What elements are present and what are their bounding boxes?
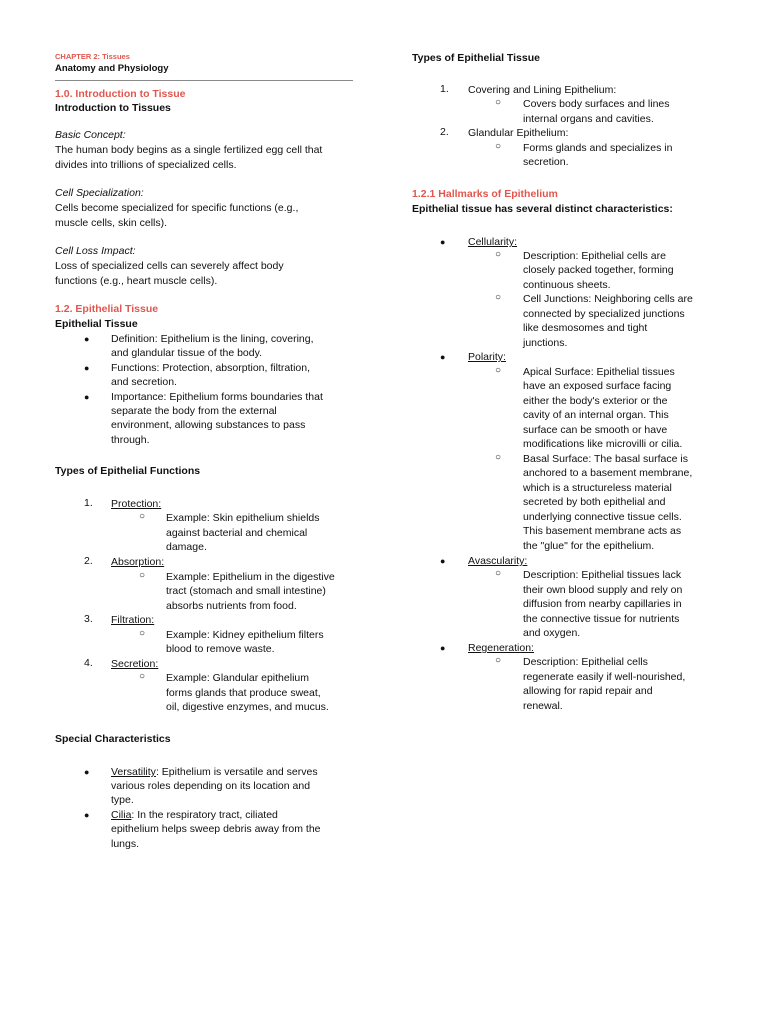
hallmark-line: have an exposed surface facing bbox=[523, 380, 672, 392]
types-heading: Types of Epithelial Tissue bbox=[412, 52, 540, 64]
bullet-line: and glandular tissue of the body. bbox=[111, 347, 262, 359]
hallmark-label: Avascularity: bbox=[468, 555, 528, 567]
list-number: 1. bbox=[440, 83, 449, 95]
type-line: Covers body surfaces and lines bbox=[523, 98, 670, 110]
list-number: 4. bbox=[84, 657, 93, 669]
basic-concept-line: The human body begins as a single fertilized egg cell that bbox=[55, 144, 323, 156]
list-number: 2. bbox=[84, 555, 93, 567]
hallmark-line: This basement membrane acts as bbox=[523, 525, 682, 537]
section-title-intro: 1.0. Introduction to Tissue bbox=[55, 88, 186, 100]
cell-specialization-line: muscle cells, skin cells). bbox=[55, 217, 168, 229]
type-line: internal organs and cavities. bbox=[523, 113, 654, 125]
cell-specialization-label: Cell Specialization: bbox=[55, 187, 144, 199]
type-label: Covering and Lining Epithelium: bbox=[468, 84, 617, 96]
hallmark-line: which is a structureless material bbox=[523, 482, 672, 494]
special-term: Cilia bbox=[111, 809, 132, 821]
bullet-icon: ● bbox=[440, 237, 446, 247]
hallmark-line: Cell Junctions: Neighboring cells are bbox=[523, 293, 693, 305]
type-label: Glandular Epithelium: bbox=[468, 127, 569, 139]
hallmark-line: Description: Epithelial cells bbox=[523, 656, 648, 668]
bullet-line: Functions: Protection, absorption, filtration, bbox=[111, 362, 311, 374]
circle-bullet-icon: ○ bbox=[495, 568, 502, 579]
function-line: absorbs nutrients from food. bbox=[166, 600, 297, 612]
circle-bullet-icon: ○ bbox=[495, 365, 502, 376]
cell-loss-label: Cell Loss Impact: bbox=[55, 245, 136, 257]
bullet-icon: ● bbox=[84, 767, 90, 777]
cell-specialization-line: Cells become specialized for specific functions (e.g., bbox=[55, 202, 299, 214]
functions-heading: Types of Epithelial Functions bbox=[55, 465, 201, 477]
bullet-icon: ● bbox=[84, 810, 90, 820]
special-heading: Special Characteristics bbox=[55, 733, 171, 745]
circle-bullet-icon: ○ bbox=[139, 570, 146, 581]
special-line: lungs. bbox=[111, 838, 140, 850]
function-line: Example: Skin epithelium shields bbox=[166, 512, 320, 524]
special-line bbox=[111, 765, 318, 780]
function-label: Absorption: bbox=[111, 556, 165, 568]
bullet-icon: ● bbox=[440, 352, 446, 362]
hallmark-label: Regeneration: bbox=[468, 642, 534, 654]
bullet-line: separate the body from the external bbox=[111, 405, 277, 417]
hallmark-line: and oxygen. bbox=[523, 627, 581, 639]
function-line: Example: Kidney epithelium filters bbox=[166, 629, 324, 641]
section-title-hallmarks: 1.2.1 Hallmarks of Epithelium bbox=[412, 188, 558, 200]
function-line: Example: Glandular epithelium bbox=[166, 672, 309, 684]
header-divider bbox=[55, 80, 353, 81]
special-text: : Epithelium is versatile and serves bbox=[155, 766, 318, 778]
bullet-icon: ● bbox=[440, 556, 446, 566]
bullet-line: environment, allowing substances to pass bbox=[111, 419, 306, 431]
function-line: Example: Epithelium in the digestive bbox=[166, 571, 335, 583]
circle-bullet-icon: ○ bbox=[139, 628, 146, 639]
section-title-epithelial: 1.2. Epithelial Tissue bbox=[55, 303, 159, 315]
hallmark-line: junctions. bbox=[523, 337, 568, 349]
special-line: various roles depending on its location and bbox=[111, 780, 311, 792]
section-subtitle-intro: Introduction to Tissues bbox=[55, 102, 171, 114]
list-number: 3. bbox=[84, 613, 93, 625]
special-line: epithelium helps sweep debris away from the bbox=[111, 823, 321, 835]
section-subtitle-hallmarks: Epithelial tissue has several distinct characteristics: bbox=[412, 203, 673, 215]
hallmark-line: diffusion from nearby capillaries in bbox=[523, 598, 682, 610]
type-line: Forms glands and specializes in bbox=[523, 142, 673, 154]
hallmark-line: Description: Epithelial tissues lack bbox=[523, 569, 682, 581]
hallmark-line: secreted by both epithelial and bbox=[523, 496, 666, 508]
circle-bullet-icon: ○ bbox=[495, 292, 502, 303]
cell-loss-line: Loss of specialized cells can severely affect body bbox=[55, 260, 284, 272]
bullet-line: Definition: Epithelium is the lining, covering, bbox=[111, 333, 314, 345]
hallmark-line: their own blood supply and rely on bbox=[523, 584, 683, 596]
course-title: Anatomy and Physiology bbox=[55, 63, 169, 74]
bullet-icon: ● bbox=[84, 334, 90, 344]
special-line bbox=[111, 808, 278, 823]
hallmark-line: anchored to a basement membrane, bbox=[523, 467, 693, 479]
bullet-icon: ● bbox=[84, 363, 90, 373]
function-label: Protection: bbox=[111, 498, 162, 510]
hallmark-label: Polarity: bbox=[468, 351, 506, 363]
bullet-icon: ● bbox=[440, 643, 446, 653]
hallmark-line: either the body's exterior or the bbox=[523, 395, 668, 407]
circle-bullet-icon: ○ bbox=[139, 671, 146, 682]
hallmark-line: closely packed together, forming bbox=[523, 264, 674, 276]
special-line: type. bbox=[111, 794, 134, 806]
cell-loss-line: functions (e.g., heart muscle cells). bbox=[55, 275, 218, 287]
hallmark-line: Basal Surface: The basal surface is bbox=[523, 453, 688, 465]
list-number: 1. bbox=[84, 497, 93, 509]
section-subtitle-epithelial: Epithelial Tissue bbox=[55, 318, 138, 330]
circle-bullet-icon: ○ bbox=[139, 511, 146, 522]
function-line: against bacterial and chemical bbox=[166, 527, 308, 539]
hallmark-line: surface can be smooth or have bbox=[523, 424, 668, 436]
list-number: 2. bbox=[440, 126, 449, 138]
function-label: Filtration: bbox=[111, 614, 155, 626]
circle-bullet-icon: ○ bbox=[495, 249, 502, 260]
hallmark-line: Apical Surface: Epithelial tissues bbox=[523, 366, 675, 378]
hallmark-line: modifications like microvilli or cilia. bbox=[523, 438, 683, 450]
basic-concept-line: divides into trillions of specialized cells. bbox=[55, 159, 237, 171]
hallmark-line: cavity of an internal organ. This bbox=[523, 409, 669, 421]
hallmark-line: Description: Epithelial cells are bbox=[523, 250, 666, 262]
function-line: oil, digestive enzymes, and mucus. bbox=[166, 701, 329, 713]
function-line: blood to remove waste. bbox=[166, 643, 275, 655]
function-label: Secretion: bbox=[111, 658, 159, 670]
special-text: : In the respiratory tract, ciliated bbox=[131, 809, 278, 821]
type-line: secretion. bbox=[523, 156, 569, 168]
special-term: Versatility bbox=[111, 766, 156, 778]
basic-concept-label: Basic Concept: bbox=[55, 129, 126, 141]
bullet-line: and secretion. bbox=[111, 376, 177, 388]
function-line: tract (stomach and small intestine) bbox=[166, 585, 326, 597]
chapter-label: CHAPTER 2: Tissues bbox=[55, 52, 130, 61]
hallmark-line: allowing for rapid repair and bbox=[523, 685, 653, 697]
function-line: damage. bbox=[166, 541, 207, 553]
hallmark-line: the "glue" for the epithelium. bbox=[523, 540, 655, 552]
hallmark-line: like desmosomes and tight bbox=[523, 322, 648, 334]
hallmark-label: Cellularity: bbox=[468, 236, 518, 248]
circle-bullet-icon: ○ bbox=[495, 141, 502, 152]
hallmark-line: the connective tissue for nutrients bbox=[523, 613, 680, 625]
bullet-icon: ● bbox=[84, 392, 90, 402]
circle-bullet-icon: ○ bbox=[495, 452, 502, 463]
circle-bullet-icon: ○ bbox=[495, 97, 502, 108]
hallmark-line: underlying connective tissue cells. bbox=[523, 511, 682, 523]
bullet-line: through. bbox=[111, 434, 150, 446]
bullet-line: Importance: Epithelium forms boundaries that bbox=[111, 391, 323, 403]
hallmark-line: continuous sheets. bbox=[523, 279, 611, 291]
hallmark-line: connected by specialized junctions bbox=[523, 308, 685, 320]
hallmark-line: regenerate easily if well-nourished, bbox=[523, 671, 686, 683]
circle-bullet-icon: ○ bbox=[495, 655, 502, 666]
hallmark-line: renewal. bbox=[523, 700, 563, 712]
function-line: forms glands that produce sweat, bbox=[166, 687, 321, 699]
